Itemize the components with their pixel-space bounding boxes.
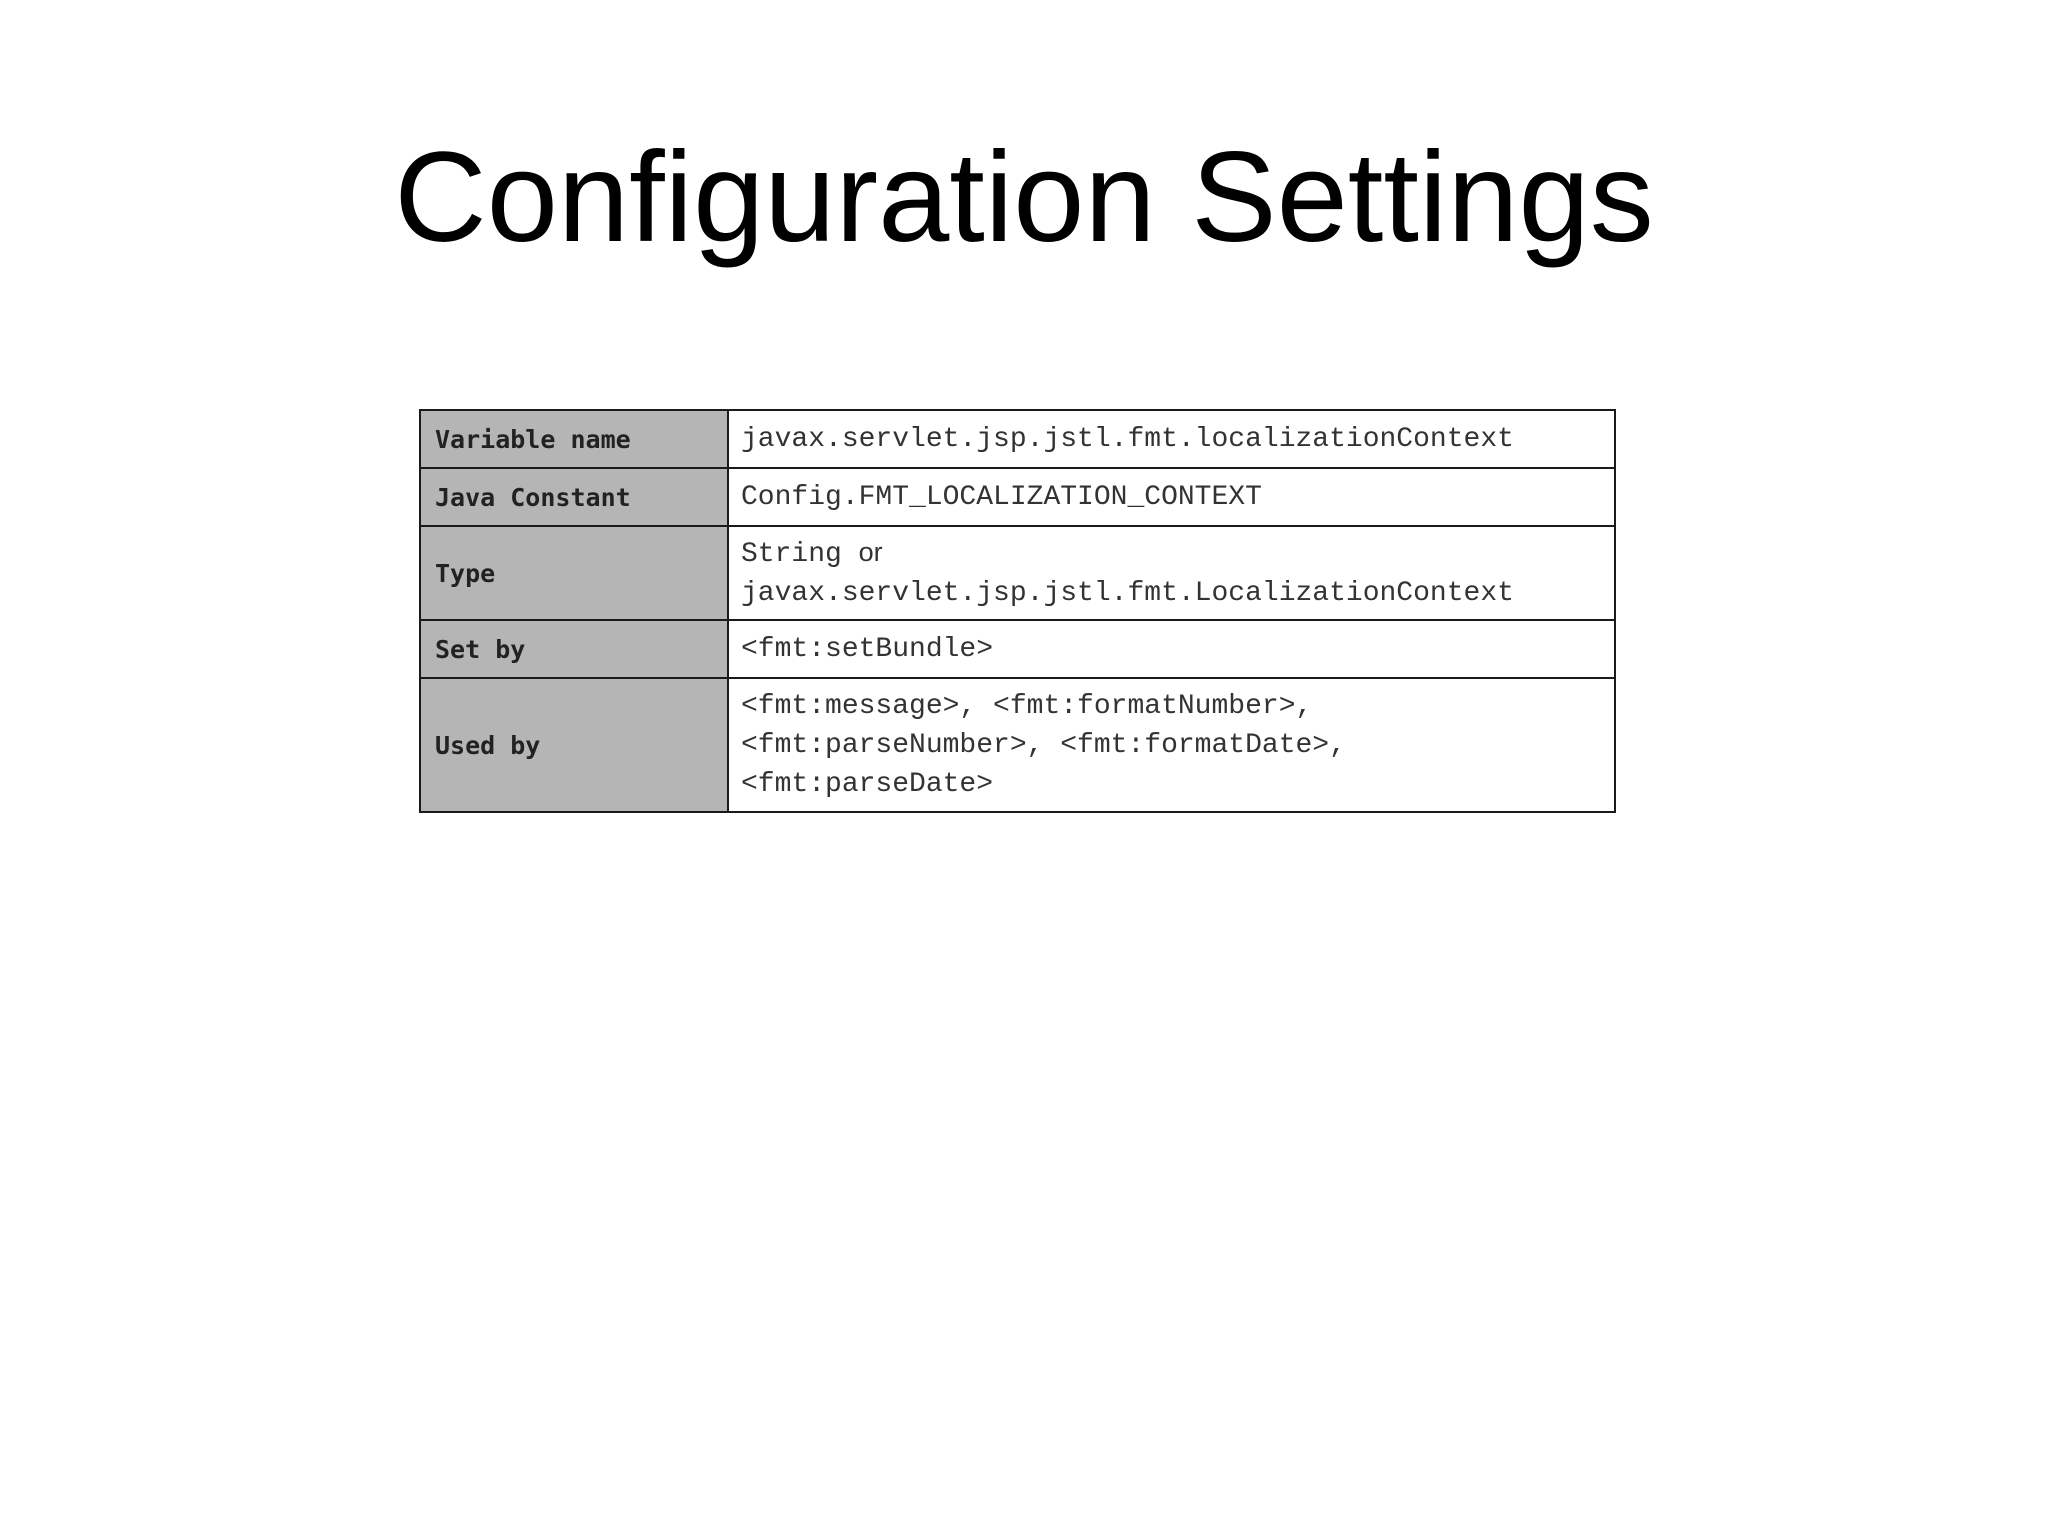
value-line: javax.servlet.jsp.jstl.fmt.localizationContext <box>741 423 1514 455</box>
row-value <box>728 526 1615 620</box>
row-label: Java Constant <box>420 468 728 526</box>
value-line: <fmt:message>, <fmt:formatNumber>, <box>741 690 1313 722</box>
row-value <box>728 620 1615 678</box>
value-line <box>741 533 1602 574</box>
row-label: Set by <box>420 620 728 678</box>
value-line: javax.servlet.jsp.jstl.fmt.LocalizationContext <box>741 578 1514 609</box>
row-label: Variable name <box>420 410 728 468</box>
table-row-set-by <box>420 620 1615 678</box>
row-value <box>728 678 1615 812</box>
row-value <box>728 468 1615 526</box>
type-or-text: or <box>858 537 883 567</box>
value-line: <fmt:parseDate> <box>741 768 994 800</box>
value-line: <fmt:parseNumber>, <fmt:formatDate>, <box>741 729 1346 761</box>
table-row-java-constant <box>420 468 1615 526</box>
value-line: Config.FMT_LOCALIZATION_CONTEXT <box>741 481 1262 513</box>
value-line: <fmt:setBundle> <box>741 633 994 665</box>
table-row-variable-name <box>420 410 1615 468</box>
type-string-code: String <box>741 539 842 570</box>
slide-title: Configuration Settings <box>394 126 1654 269</box>
table-row-used-by <box>420 678 1615 812</box>
row-value <box>728 410 1615 468</box>
row-label: Used by <box>420 678 728 812</box>
config-settings-table <box>419 409 1616 813</box>
table-row-type <box>420 526 1615 620</box>
row-label: Type <box>420 526 728 620</box>
